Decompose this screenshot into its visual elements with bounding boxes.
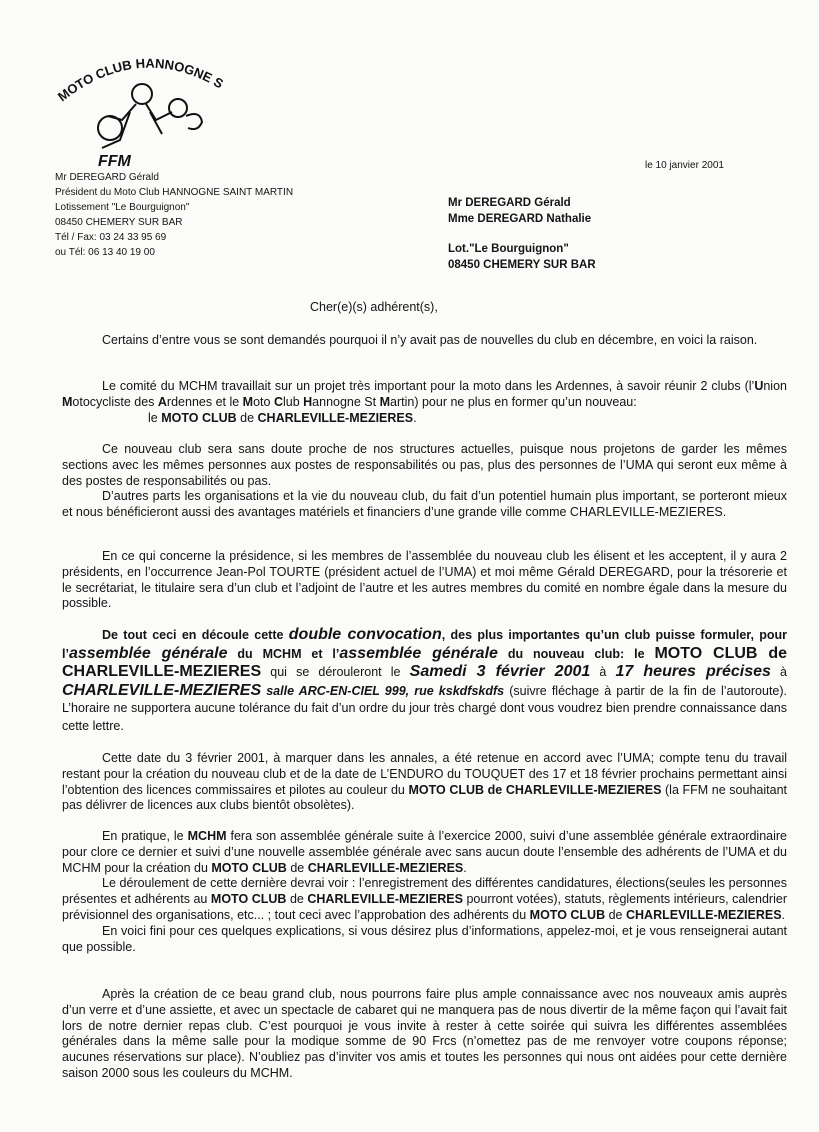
moto-club-emblem-icon bbox=[50, 50, 235, 170]
recipient-street: Lot."Le Bourguignon" bbox=[448, 243, 569, 255]
paragraph-7: En pratique, le MCHM fera son assemblée générale suite à l’exercice 2000, suivi d’une assemblée générale extraordinaire pour clore ce dernier et suivi d’une nouvelle assemblée générale avec sans aucun doute l’ensemble des adhérents de l’UMA et du MCHM pour la création du MOTO CLUB de CHARLEVILLE-MEZIERES. Le déroulement de cette dernière devrai voir : l’enregistrement des différentes candidatures, élections(seules les personnes présentes et adhérents au MOTO CLUB de CHARLEVILLE-MEZIERES pourront votées), statuts, règlements intérieurs, calendrier prévisionnel des organisations, etc... ; tout ceci avec l’approbation des adhérents du MOTO CLUB de CHARLEVILLE-MEZIERES. En voici fini pour ces quelques explications, si vous désirez plus d’informations, appelez-moi, et je vous renseignerai autant que possible. bbox=[62, 829, 787, 954]
recipient-city: 08450 CHEMERY SUR BAR bbox=[448, 259, 596, 271]
paragraph-4: En ce qui concerne la présidence, si les membres de l’assemblée du nouveau club les élisent et les acceptent, il y aura 2 présidents, en l’occurrence Jean-Pol TOURTE (président actuel de l’UMA) et moi même Gérald DEREGARD, pour la trésorerie et le secrétariat, le titulaire sera d’un club et l’adjoint de l’autre et les autres membres du comité en nombre égale dans la mesure du possible. bbox=[62, 549, 787, 611]
paragraph-8: Après la création de ce beau grand club, nous pourrons faire plus ample connaissance avec nos nouveaux amis auprès d’un verre et d’une assiette, et avec un spectacle de cabaret qui ne manquera pas de nous divertir de la même façon qui l’avait fait lors de notre dernier repas club. C’est pourquoi je vous invite à rester à cette soirée qui suivra les différentes assemblées générales dans la même salle pour la modique somme de 90 Frcs (n’omettez pas de me renvoyer votre coupons réponse; aucunes réservations sur place). N’oubliez pas d’inviter vos amis et toutes les personnes qui nous ont aidées pour cette dernière saison 2000 sous les couleurs du MCHM. bbox=[62, 987, 787, 1080]
recipient-name-2: Mme DEREGARD Nathalie bbox=[448, 213, 592, 225]
sender-phone: Tél / Fax: 03 24 33 95 69 bbox=[55, 232, 167, 243]
paragraph-convocation: De tout ceci en découle cette double convocation, des plus importantes qu’un club puisse formuler, pour l’assemblée générale du MCHM et l’assemblée générale du nouveau club: le MOTO CLUB de CHARLEVILLE-MEZIERES qui se dérouleront le Samedi 3 février 2001 à 17 heures précises à CHARLEVILLE-MEZIERES salle ARC-EN-CIEL 999, rue kskdfskdfs (suivre fléchage à partir de la fin de l’autoroute). L’horaire ne supportera aucune tolérance du fait d’un ordre du jour très chargé dont vous voudrez bien prendre connaissance dans cette lettre. bbox=[62, 626, 788, 733]
paragraph-1: Certains d’entre vous se sont demandés pourquoi il n’y avait pas de nouvelles du club en décembre, en voici la raison. bbox=[102, 333, 758, 347]
sender-mobile: ou Tél: 06 13 40 19 00 bbox=[55, 247, 155, 258]
paragraph-2: Le comité du MCHM travaillait sur un projet très important pour la moto dans les Ardennes, à savoir réunir 2 clubs (l’Union Motocycliste des Ardennes et le Moto Club Hannogne St Martin) pour ne plus en former qu’un nouveau: le MOTO CLUB de CHARLEVILLE-MEZIERES. bbox=[62, 379, 787, 425]
logo-emblem-text: FFM bbox=[98, 153, 131, 170]
sender-name: Mr DEREGARD Gérald bbox=[55, 172, 159, 183]
letter-date: le 10 janvier 2001 bbox=[645, 160, 724, 171]
club-logo bbox=[50, 50, 235, 170]
paragraph-3: Ce nouveau club sera sans doute proche de nos structures actuelles, puisque nous projetons de garder les mêmes sections avec les mêmes personnes aux postes de responsabilités ou pas, plus des personnes de l’UMA qui seront eux même à des postes de responsabilités ou pas. D’autres parts les organisations et la vie du nouveau club, du fait d’un potentiel humain plus important, se porteront mieux et nous bénéficieront aussi des avantages matériels et financiers d’une grande ville comme CHARLEVILLE-MEZIERES. bbox=[62, 442, 787, 520]
paragraph-6: Cette date du 3 février 2001, à marquer dans les annales, a été retenue en accord avec l’UMA; compte tenu du travail restant pour la création du nouveau club et de la date de L’ENDURO du TOUQUET des 17 et 18 février prochains permettant ainsi l’obtention des licences commissaires et pilotes au couleur du MOTO CLUB de CHARLEVILLE-MEZIERES (la FFM ne souhaitant pas délivrer de licences aux clubs bientôt obsolètes). bbox=[62, 751, 787, 813]
sender-street: Lotissement "Le Bourguignon" bbox=[55, 202, 190, 213]
svg-text:MOTO CLUB HANNOGNE St MARTIN bbox=[50, 50, 226, 104]
sender-city: 08450 CHEMERY SUR BAR bbox=[55, 217, 183, 228]
sender-title: Président du Moto Club HANNOGNE SAINT MARTIN bbox=[55, 187, 294, 198]
new-club-name: le MOTO CLUB de CHARLEVILLE-MEZIERES. bbox=[148, 410, 417, 425]
recipient-address bbox=[448, 195, 596, 273]
salutation: Cher(e)(s) adhérent(s), bbox=[310, 300, 438, 314]
recipient-name-1: Mr DEREGARD Gérald bbox=[448, 197, 571, 209]
sender-address bbox=[55, 170, 293, 260]
logo-club-name: MOTO CLUB HANNOGNE S bbox=[54, 55, 226, 105]
